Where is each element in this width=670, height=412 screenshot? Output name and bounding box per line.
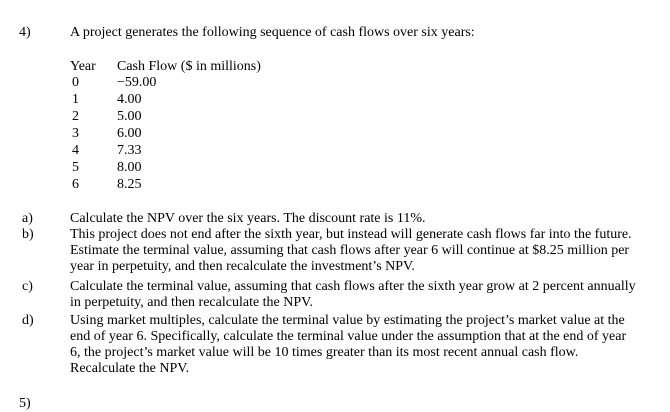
table-cell-year: 6 [72, 177, 79, 192]
part-label: a) [22, 211, 33, 226]
table-cell-year: 5 [72, 160, 79, 175]
part-label: b) [22, 227, 34, 242]
problem-number: 5) [19, 396, 31, 411]
part-text: Calculate the NPV over the six years. The discount rate is 11%. [70, 211, 426, 226]
table-cell-cash-flow: −59.00 [117, 75, 157, 90]
table-cell-year: 3 [72, 126, 79, 141]
table-cell-cash-flow: 5.00 [117, 109, 142, 124]
part-text: This project does not end after the sixth year, but instead will generate cash flows far into the future. Estimate the terminal value, assuming that cash flows after year 6 will continue at $8.25 million per year in perpetuity, and then recalculate the investment’s NPV. [70, 227, 632, 274]
table-cell-cash-flow: 7.33 [117, 143, 142, 158]
table-cell-year: 0 [72, 75, 79, 90]
part-label: c) [22, 279, 33, 294]
problem-number: 4) [19, 25, 31, 40]
part-text: Using market multiples, calculate the terminal value by estimating the project’s market value at the end of year 6. Specifically, calculate the terminal value under the assumption that at the end of year 6, the project’s market value will be 10 times greater than its most recent annual cash flow. Recalculate the NPV. [70, 313, 627, 376]
table-cell-year: 2 [72, 109, 79, 124]
table-cell-cash-flow: 8.25 [117, 177, 142, 192]
problem-stem: A project generates the following sequence of cash flows over six years: [70, 25, 475, 40]
part-label: d) [22, 313, 34, 328]
table-cell-cash-flow: 6.00 [117, 126, 142, 141]
table-cell-cash-flow: 4.00 [117, 92, 142, 107]
table-cell-year: 4 [72, 143, 79, 158]
table-cell-year: 1 [72, 92, 79, 107]
table-cell-cash-flow: 8.00 [117, 160, 142, 175]
part-text: Calculate the terminal value, assuming that cash flows after the sixth year grow at 2 percent annually in perpetuity, and then recalculate the NPV. [70, 279, 636, 310]
table-header-cash-flow: Cash Flow ($ in millions) [117, 59, 261, 74]
table-header-year: Year [70, 59, 96, 74]
